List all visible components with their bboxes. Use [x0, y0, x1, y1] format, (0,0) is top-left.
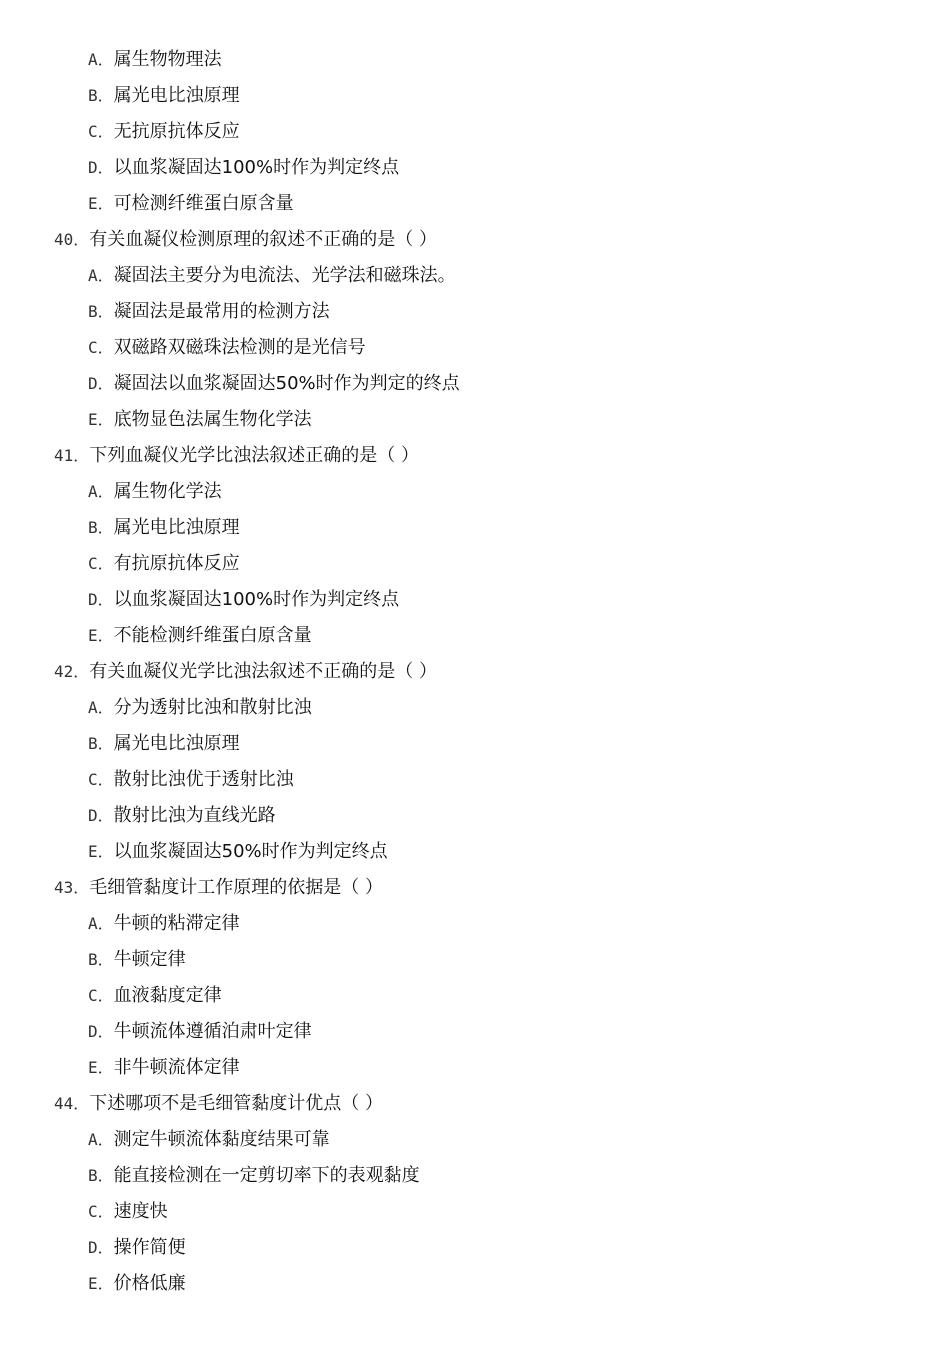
option-marker: E．	[88, 1274, 114, 1293]
option-text: 双磁路双磁珠法检测的是光信号	[113, 337, 366, 358]
option-a	[0, 1122, 951, 1158]
option-marker: D．	[88, 158, 114, 177]
option-text: 以血浆凝固达100%时作为判定终点	[113, 589, 400, 610]
option-text: 速度快	[113, 1201, 168, 1222]
option-marker: C．	[88, 338, 114, 357]
option-text: 属光电比浊原理	[113, 517, 240, 538]
option-marker: D．	[88, 806, 114, 825]
option-text: 属光电比浊原理	[113, 85, 240, 106]
option-marker: C．	[88, 554, 114, 573]
question-text: 毛细管黏度计工作原理的依据是（ ）	[89, 877, 384, 898]
option-marker: B．	[88, 950, 114, 969]
option-text: 测定牛顿流体黏度结果可靠	[113, 1129, 330, 1150]
option-c	[0, 114, 951, 150]
question-text: 有关血凝仪光学比浊法叙述不正确的是（ ）	[89, 661, 438, 682]
option-text: 凝固法主要分为电流法、光学法和磁珠法。	[113, 265, 456, 286]
option-b	[0, 294, 951, 330]
option-e	[0, 834, 951, 870]
question-44	[0, 1086, 951, 1302]
exam-page	[0, 42, 951, 1302]
option-text: 凝固法以血浆凝固达50%时作为判定的终点	[113, 373, 460, 394]
option-b	[0, 726, 951, 762]
question-text: 下述哪项不是毛细管黏度计优点（ ）	[89, 1093, 384, 1114]
option-text: 分为透射比浊和散射比浊	[113, 697, 312, 718]
option-marker: B．	[88, 518, 114, 537]
option-marker: D．	[88, 1238, 114, 1257]
option-a	[0, 690, 951, 726]
question-stem	[0, 1086, 951, 1122]
option-text: 散射比浊为直线光路	[113, 805, 276, 826]
option-text: 血液黏度定律	[113, 985, 222, 1006]
question-stem	[0, 870, 951, 906]
option-marker: B．	[88, 1166, 114, 1185]
option-marker: D．	[88, 1022, 114, 1041]
option-c	[0, 978, 951, 1014]
option-b	[0, 942, 951, 978]
option-text: 可检测纤维蛋白原含量	[113, 193, 294, 214]
option-marker: A．	[88, 50, 114, 69]
option-text: 散射比浊优于透射比浊	[113, 769, 294, 790]
option-text: 有抗原抗体反应	[113, 553, 240, 574]
option-text: 牛顿的粘滞定律	[113, 913, 240, 934]
option-text: 凝固法是最常用的检测方法	[113, 301, 330, 322]
option-e	[0, 618, 951, 654]
option-marker: B．	[88, 734, 114, 753]
option-text: 不能检测纤维蛋白原含量	[113, 625, 312, 646]
option-d	[0, 582, 951, 618]
question-text: 有关血凝仪检测原理的叙述不正确的是（ ）	[89, 229, 438, 250]
question-text: 下列血凝仪光学比浊法叙述正确的是（ ）	[89, 445, 420, 466]
option-d	[0, 1230, 951, 1266]
option-text: 价格低廉	[113, 1273, 186, 1294]
option-c	[0, 762, 951, 798]
option-a	[0, 906, 951, 942]
question-stem	[0, 222, 951, 258]
option-text: 以血浆凝固达50%时作为判定终点	[113, 841, 388, 862]
option-c	[0, 1194, 951, 1230]
option-b	[0, 1158, 951, 1194]
option-b	[0, 510, 951, 546]
option-marker: A．	[88, 266, 114, 285]
option-marker: A．	[88, 1130, 114, 1149]
option-e	[0, 1266, 951, 1302]
option-e	[0, 1050, 951, 1086]
option-b	[0, 78, 951, 114]
option-marker: A．	[88, 698, 114, 717]
question-42	[0, 654, 951, 870]
option-e	[0, 186, 951, 222]
option-marker: E．	[88, 194, 114, 213]
question-number: 40．	[54, 230, 90, 249]
option-marker: A．	[88, 914, 114, 933]
option-text: 属光电比浊原理	[113, 733, 240, 754]
option-c	[0, 546, 951, 582]
option-a	[0, 258, 951, 294]
option-text: 以血浆凝固达100%时作为判定终点	[113, 157, 400, 178]
option-marker: A．	[88, 482, 114, 501]
option-marker: D．	[88, 374, 114, 393]
question-number: 44．	[54, 1094, 90, 1113]
option-d	[0, 150, 951, 186]
question-41	[0, 438, 951, 654]
option-a	[0, 42, 951, 78]
prev-question-options	[0, 42, 951, 222]
option-marker: B．	[88, 86, 114, 105]
question-stem	[0, 438, 951, 474]
question-43	[0, 870, 951, 1086]
option-marker: E．	[88, 626, 114, 645]
question-number: 41．	[54, 446, 90, 465]
option-text: 能直接检测在一定剪切率下的表观黏度	[113, 1165, 420, 1186]
option-d	[0, 798, 951, 834]
option-d	[0, 1014, 951, 1050]
option-c	[0, 330, 951, 366]
option-text: 属生物物理法	[113, 49, 222, 70]
option-text: 属生物化学法	[113, 481, 222, 502]
option-d	[0, 366, 951, 402]
option-marker: B．	[88, 302, 114, 321]
question-number: 43．	[54, 878, 90, 897]
option-text: 牛顿流体遵循泊肃叶定律	[113, 1021, 312, 1042]
option-marker: C．	[88, 770, 114, 789]
question-number: 42．	[54, 662, 90, 681]
option-text: 牛顿定律	[113, 949, 186, 970]
question-40	[0, 222, 951, 438]
option-marker: C．	[88, 986, 114, 1005]
option-marker: E．	[88, 1058, 114, 1077]
option-marker: C．	[88, 122, 114, 141]
option-text: 非牛顿流体定律	[113, 1057, 240, 1078]
option-a	[0, 474, 951, 510]
option-text: 无抗原抗体反应	[113, 121, 240, 142]
option-marker: D．	[88, 590, 114, 609]
option-text: 底物显色法属生物化学法	[113, 409, 312, 430]
option-text: 操作简便	[113, 1237, 186, 1258]
option-e	[0, 402, 951, 438]
question-stem	[0, 654, 951, 690]
option-marker: E．	[88, 842, 114, 861]
option-marker: E．	[88, 410, 114, 429]
option-marker: C．	[88, 1202, 114, 1221]
